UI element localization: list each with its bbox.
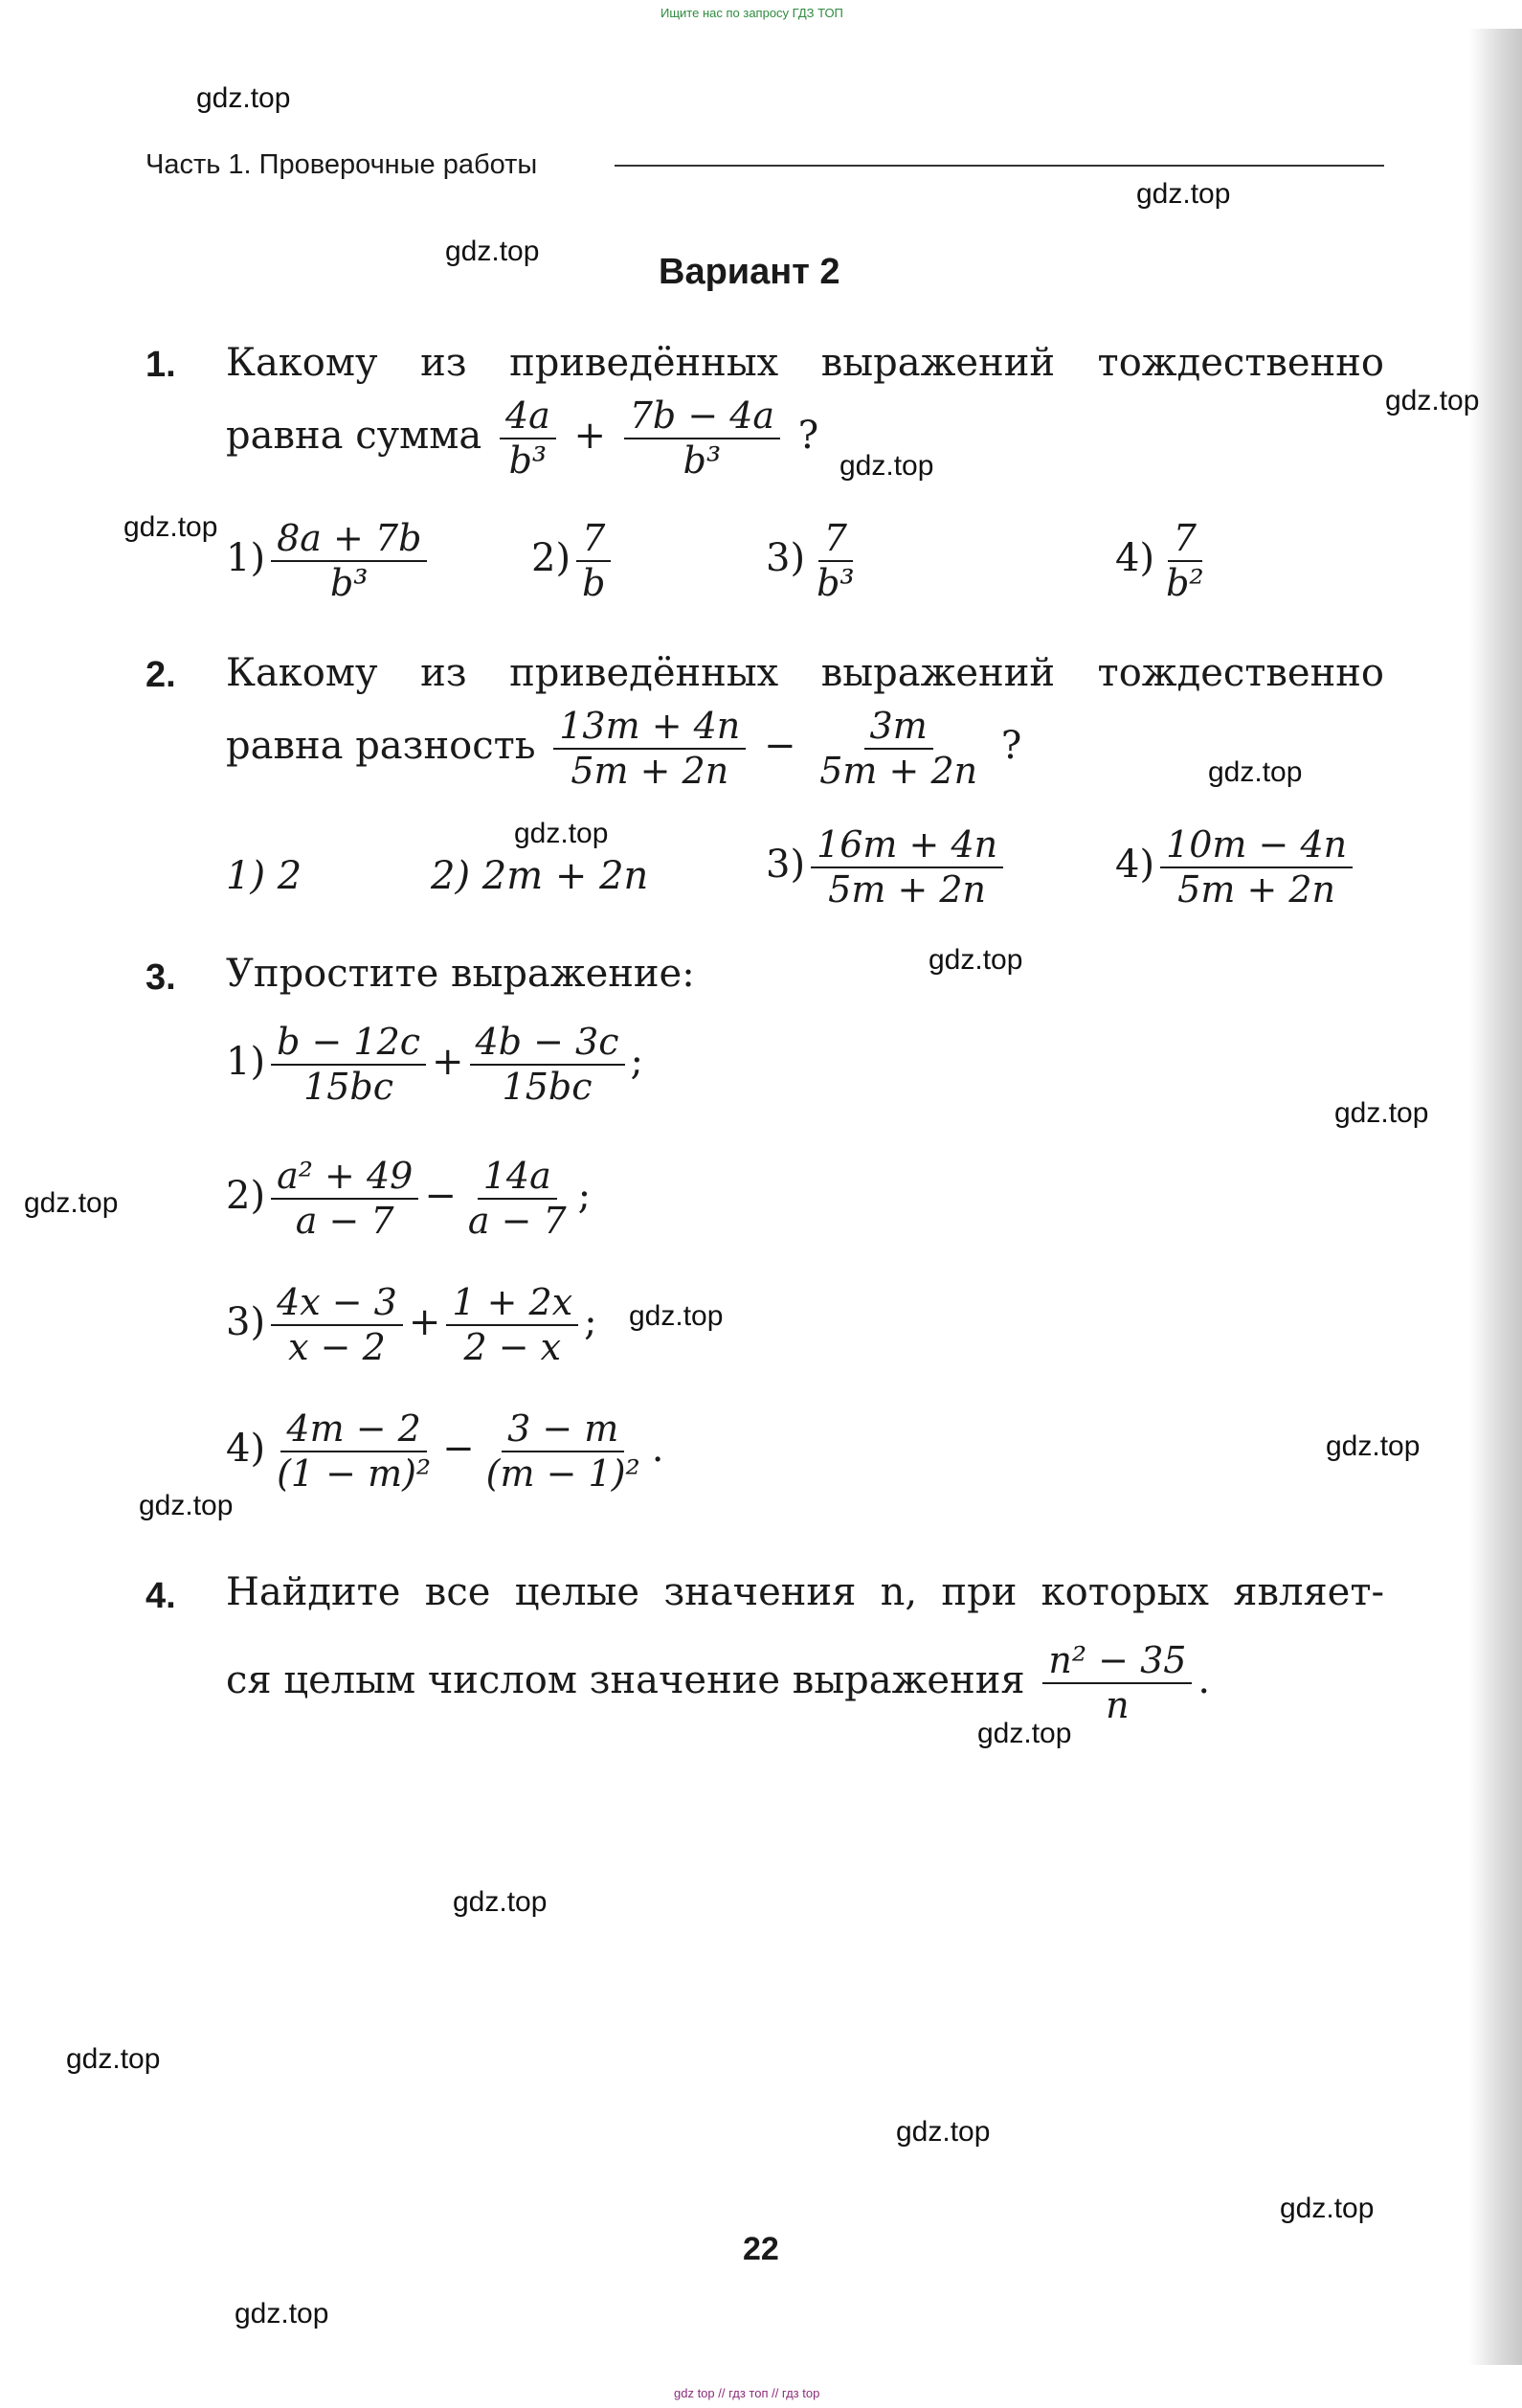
header-rule: [615, 165, 1384, 167]
task2-text-line2: равна разность $\frac{13m + 4n}{5m + 2n}$ − $\frac{3m}{5m + 2n}$ ?: [226, 705, 1022, 792]
watermark: gdz.top: [445, 236, 540, 267]
watermark: gdz.top: [929, 944, 1023, 976]
task2-fraction-1: $\frac{13m + 4n}{5m + 2n}$: [553, 705, 746, 793]
minus-sign: −: [764, 723, 796, 768]
task1-option-1: 1) $\frac{8a + 7b}{\text{b³}}$: [226, 517, 433, 605]
watermark: gdz.top: [977, 1718, 1072, 1749]
task1-option-4: 4) $\frac{7}{\text{b²}}$: [1115, 517, 1204, 604]
task2-option-1: 1) 2: [226, 854, 302, 898]
watermark: gdz.top: [1326, 1430, 1421, 1462]
task2-option-2: 2) 2m + 2n: [431, 854, 649, 898]
task-number: 3.: [145, 957, 176, 998]
watermark: gdz.top: [235, 2298, 329, 2329]
task1-text-line1: Какому из приведённых выражений тождественно: [226, 341, 1384, 385]
watermark: gdz.top: [123, 511, 218, 543]
task3-item-2: 2) $\frac{\text{a² + 49}}{a - 7}$ − $\frac{14a}{a - 7}$ ;: [226, 1155, 592, 1242]
watermark: gdz.top: [629, 1300, 724, 1332]
watermark: gdz.top: [1136, 178, 1231, 210]
task3-item-3: 3) $\frac{4x - 3}{x - 2}$ + $\frac{1 + 2x}{2 - x}$ ;: [226, 1281, 597, 1368]
task2-lead: равна разность: [226, 723, 536, 768]
task3-item-4: 4) $\frac{4m - 2}{\text{(1 − m)²}}$ − $\frac{3 - m}{\text{(m − 1)²}}$ .: [226, 1407, 664, 1495]
watermark: gdz.top: [1385, 385, 1480, 416]
task2-text-line1: Какому из приведённых выражений тождественно: [226, 651, 1384, 695]
top-note: Ищите нас по запросу ГДЗ ТОП: [660, 6, 843, 20]
task1-option-3: 3) $\frac{7}{\text{b³}}$: [766, 517, 855, 604]
watermark: gdz.top: [139, 1490, 234, 1521]
task2-option-4: 4) $\frac{10m - 4n}{5m + 2n}$: [1115, 823, 1358, 911]
task-number: 1.: [145, 345, 176, 385]
watermark: gdz.top: [66, 2043, 161, 2075]
watermark: gdz.top: [514, 818, 609, 849]
variant-title: Вариант 2: [659, 252, 840, 292]
task1-text-line2: равна сумма $\frac{4a}{\text{b³}}$ + $\frac{7b - 4a}{\text{b³}}$ ?: [226, 394, 819, 482]
task4-text-line2: ся целым числом значение выражения $\frac{\text{n² − 35}}{n}$ .: [226, 1639, 1211, 1726]
task-number: 4.: [145, 1576, 176, 1616]
watermark: gdz.top: [1280, 2193, 1375, 2224]
task3-item-1: 1) $\frac{b - 12c}{15bc}$ + $\frac{4b - 3c}{15bc}$ ;: [226, 1021, 643, 1108]
task4-fraction: $\frac{\text{n² − 35}}{n}$: [1042, 1639, 1192, 1727]
watermark: gdz.top: [1334, 1097, 1429, 1129]
watermark: gdz.top: [896, 2116, 991, 2148]
task4-lead: ся целым числом значение выражения: [226, 1657, 1025, 1702]
section-header: Часть 1. Проверочные работы: [145, 149, 538, 180]
watermark: gdz.top: [1208, 756, 1303, 788]
task1-fraction-2: $\frac{7b - 4a}{\text{b³}}$: [624, 394, 780, 483]
task1-option-2: 2) $\frac{7}{b}$: [531, 517, 616, 605]
bottom-note: gdz top // гдз топ // гдз top: [674, 2386, 820, 2400]
watermark: gdz.top: [196, 82, 291, 114]
task1-fraction-1: $\frac{4a}{\text{b³}}$: [500, 394, 556, 483]
page-number: 22: [743, 2231, 779, 2267]
task2-option-3: 3) $\frac{16m + 4n}{5m + 2n}$: [766, 823, 1009, 911]
task1-lead: равна сумма: [226, 413, 482, 458]
task3-title: Упростите выражение:: [226, 952, 695, 996]
page-edge-shadow: [1469, 29, 1522, 2365]
task2-fraction-2: $\frac{3m}{5m + 2n}$: [819, 705, 978, 792]
watermark: gdz.top: [453, 1886, 548, 1918]
task-number: 2.: [145, 655, 176, 695]
watermark: gdz.top: [24, 1187, 119, 1219]
task4-text-line1: Найдите все целые значения n, при которых являет-: [226, 1570, 1384, 1614]
plus-sign: +: [573, 413, 607, 458]
watermark: gdz.top: [839, 450, 934, 482]
